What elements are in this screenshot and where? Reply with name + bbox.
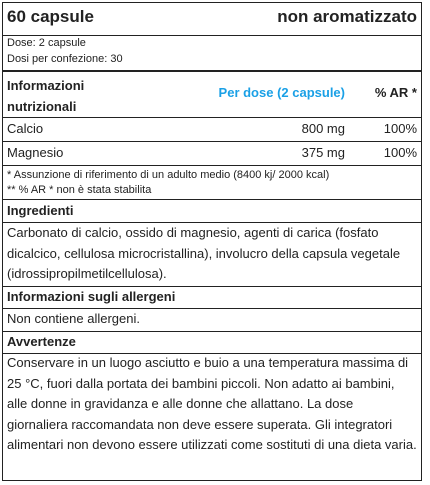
servings-per-pack: Dosi per confezione: 30 <box>7 53 123 65</box>
divider <box>3 286 421 287</box>
warnings-text: Conservare in un luogo asciutto e buio a una temperatura massima di 25 °C, fuori dalla portata dei bambini piccoli. Non adatto ai bambini, alle donne in gravidanza e alle donne che allattano. La dose giornaliera raccomandata non deve essere superata. Gli integratori alimentari non devono essere utilizzati come sostituti di una dieta varia. <box>7 355 417 452</box>
label-header <box>3 7 421 35</box>
nutrient-name: Calcio <box>7 121 44 136</box>
warnings-title: Avvertenze <box>7 334 76 349</box>
nutrient-ar: 100% <box>383 145 417 160</box>
nutrient-dose: 800 mg <box>301 121 345 136</box>
table-row <box>3 141 421 165</box>
allergens-text: Non contiene allergeni. <box>7 311 140 326</box>
nutrition-label-panel <box>2 2 422 481</box>
divider <box>3 199 421 200</box>
column-header-dose: Per dose (2 capsule) <box>218 85 345 100</box>
allergens-title: Informazioni sugli allergeni <box>7 289 176 304</box>
divider <box>3 331 421 332</box>
column-header-name: Informazioni nutrizionali <box>7 78 85 114</box>
divider <box>3 35 421 36</box>
ingredients-text: Carbonato di calcio, ossido di magnesio, agenti di carica (fosfato dicalcico, cellulosa microcristallina), involucro della capsula vegetale (idrossipropilmetilcellulosa). <box>7 225 401 281</box>
nutrient-dose: 375 mg <box>301 145 345 160</box>
nutrient-ar: 100% <box>383 121 417 136</box>
column-header-ar: % AR * <box>374 85 417 100</box>
table-row <box>3 117 421 141</box>
footnote-ar-not-established: ** % AR * non è stata stabilita <box>7 184 152 196</box>
divider <box>3 165 421 166</box>
divider <box>3 70 421 72</box>
serving-dose: Dose: 2 capsule <box>7 37 86 49</box>
capsule-count: 60 capsule <box>7 7 94 26</box>
nutrient-name: Magnesio <box>7 145 64 160</box>
footnote-reference-intake: * Assunzione di riferimento di un adulto medio (8400 kj/ 2000 kcal) <box>7 169 330 181</box>
ingredients-title: Ingredienti <box>7 203 74 218</box>
nutrition-table-header <box>3 73 421 118</box>
flavor-label: non aromatizzato <box>277 7 417 26</box>
